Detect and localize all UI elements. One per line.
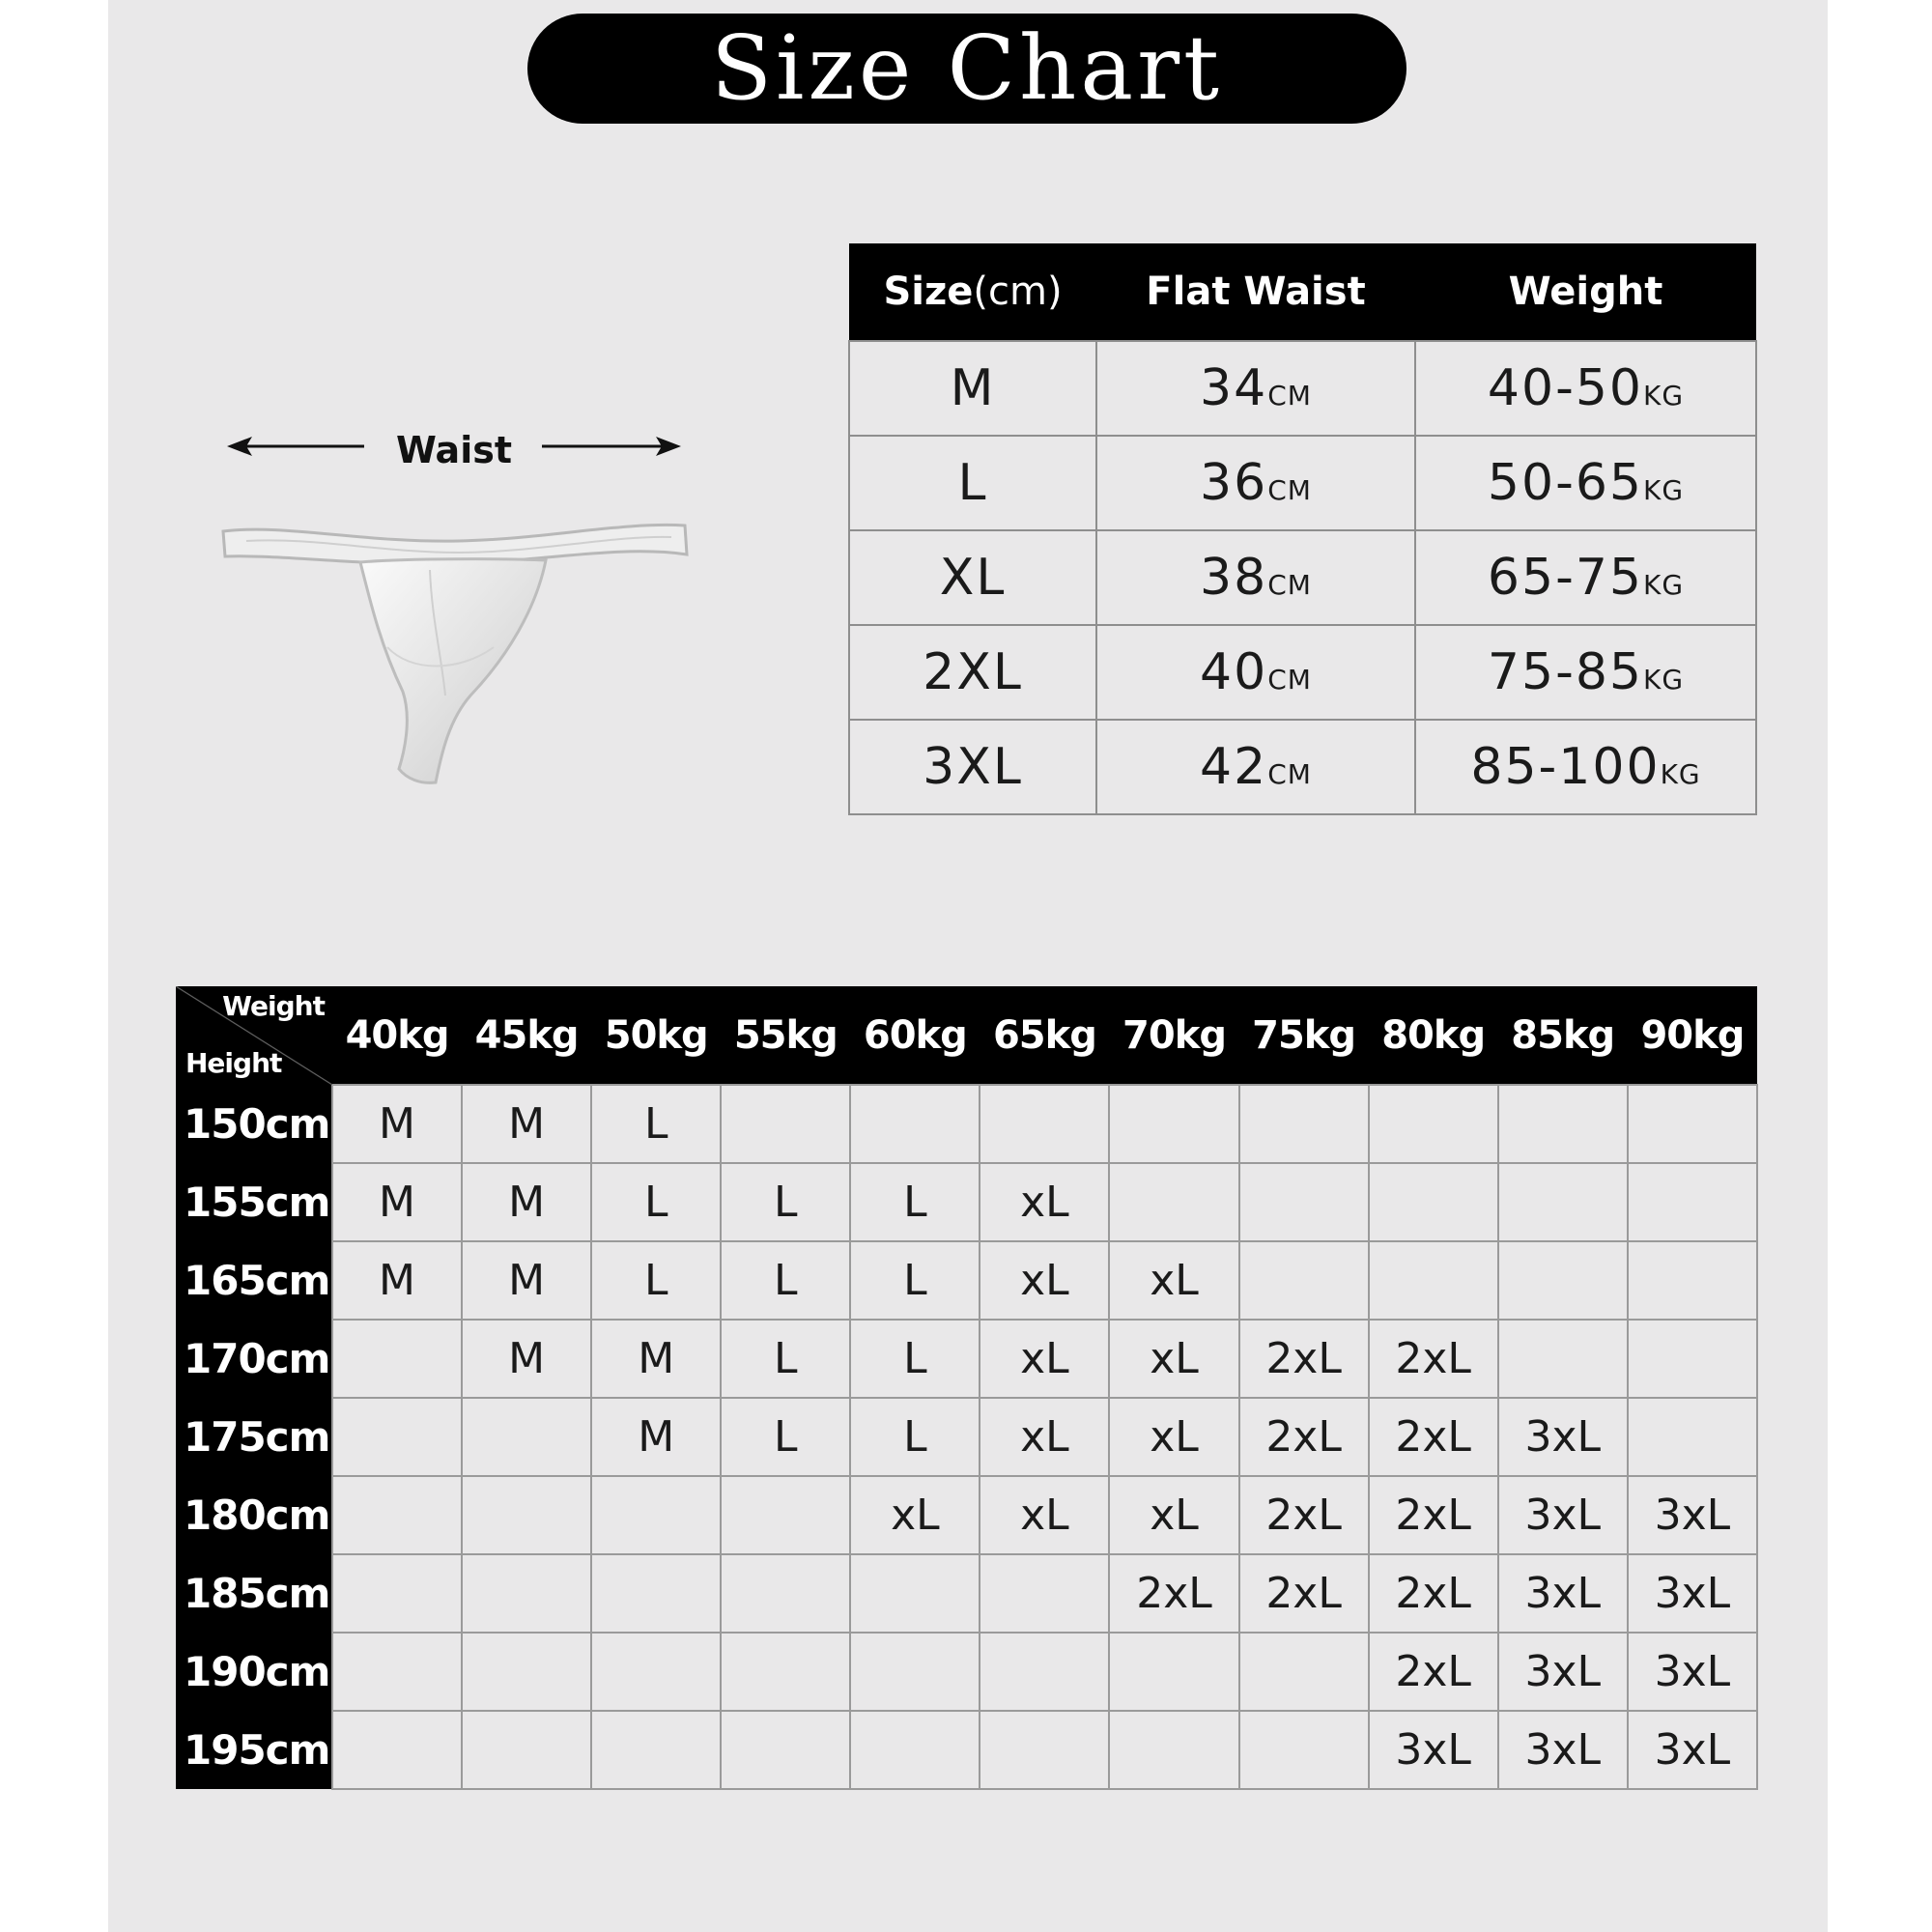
size-recommendation-cell <box>332 1476 462 1554</box>
waist-cell-value: 38 <box>1200 549 1268 607</box>
size-recommendation-cell: 2xL <box>1369 1633 1498 1711</box>
size-recommendation-cell <box>332 1398 462 1476</box>
height-row-header: 185cm <box>176 1554 332 1633</box>
size-cell-value: XL <box>939 549 1007 607</box>
size-recommendation-cell <box>721 1633 850 1711</box>
corner-height-label: Height <box>185 1047 282 1079</box>
size-recommendation-cell <box>332 1633 462 1711</box>
weight-column-header: 85kg <box>1498 986 1628 1085</box>
waist-cell-value: 36 <box>1200 454 1268 512</box>
size-recommendation-cell <box>332 1554 462 1633</box>
size-recommendation-cell <box>1109 1163 1238 1241</box>
page-title: Size Chart <box>710 16 1224 120</box>
weight-cell <box>1415 530 1756 625</box>
size-recommendation-cell: 2xL <box>1109 1554 1238 1633</box>
unit-label: CM <box>1267 758 1312 790</box>
weight-column-header: 70kg <box>1109 986 1238 1085</box>
height-row <box>176 1554 1757 1633</box>
weight-column-header: 40kg <box>332 986 462 1085</box>
height-row-header: 155cm <box>176 1163 332 1241</box>
size-recommendation-cell: M <box>591 1398 721 1476</box>
size-recommendation-cell <box>1109 1711 1238 1789</box>
size-cell <box>849 436 1096 530</box>
size-recommendation-cell <box>1109 1085 1238 1163</box>
size-recommendation-cell <box>462 1633 591 1711</box>
size-recommendation-cell <box>462 1554 591 1633</box>
size-recommendation-cell <box>1628 1085 1757 1163</box>
size-recommendation-cell: 3xL <box>1628 1633 1757 1711</box>
size-table-header <box>849 243 1756 341</box>
size-cell-value: 3XL <box>923 738 1023 796</box>
unit-label: KG <box>1643 664 1685 696</box>
corner-weight-label: Weight <box>222 990 325 1022</box>
size-recommendation-cell: M <box>591 1320 721 1398</box>
height-row-header: 175cm <box>176 1398 332 1476</box>
thong-icon <box>217 502 700 792</box>
height-row-header: 170cm <box>176 1320 332 1398</box>
size-cell <box>849 530 1096 625</box>
size-recommendation-cell <box>1369 1241 1498 1320</box>
size-recommendation-cell <box>1369 1085 1498 1163</box>
size-recommendation-cell: 2xL <box>1239 1398 1369 1476</box>
size-recommendation-cell: L <box>850 1163 980 1241</box>
size-recommendation-cell <box>1239 1633 1369 1711</box>
size-recommendation-cell: L <box>721 1241 850 1320</box>
unit-label: KG <box>1660 758 1701 790</box>
size-recommendation-cell <box>462 1476 591 1554</box>
size-recommendation-cell <box>1239 1241 1369 1320</box>
weight-cell-value: 40-50 <box>1487 359 1644 417</box>
size-recommendation-cell <box>721 1476 850 1554</box>
waist-cell <box>1096 720 1415 814</box>
size-row <box>849 530 1756 625</box>
unit-label: CM <box>1267 664 1312 696</box>
weight-header: Weight <box>1415 243 1756 341</box>
size-recommendation-cell: xL <box>980 1398 1109 1476</box>
size-recommendation-cell: xL <box>1109 1241 1238 1320</box>
size-recommendation-cell <box>1628 1163 1757 1241</box>
waist-cell <box>1096 625 1415 720</box>
product-image <box>217 502 700 796</box>
weight-column-header: 45kg <box>462 986 591 1085</box>
size-recommendation-cell: 2xL <box>1369 1320 1498 1398</box>
size-recommendation-cell: 3xL <box>1498 1476 1628 1554</box>
size-recommendation-cell <box>980 1085 1109 1163</box>
size-recommendation-cell <box>1498 1241 1628 1320</box>
size-row <box>849 436 1756 530</box>
size-recommendation-cell <box>1239 1163 1369 1241</box>
size-cell <box>849 720 1096 814</box>
size-recommendation-cell: L <box>591 1241 721 1320</box>
weight-cell-value: 65-75 <box>1487 549 1644 607</box>
size-recommendation-cell <box>591 1554 721 1633</box>
size-recommendation-cell <box>1498 1320 1628 1398</box>
size-recommendation-cell: L <box>721 1320 850 1398</box>
size-recommendation-cell: xL <box>1109 1476 1238 1554</box>
size-recommendation-cell: M <box>332 1163 462 1241</box>
size-recommendation-cell <box>980 1711 1109 1789</box>
size-recommendation-cell <box>1498 1163 1628 1241</box>
matrix-header-row <box>176 986 1757 1085</box>
size-recommendation-cell <box>721 1554 850 1633</box>
height-row-header: 150cm <box>176 1085 332 1163</box>
weight-cell-value: 50-65 <box>1487 454 1644 512</box>
size-recommendation-cell: xL <box>980 1241 1109 1320</box>
waist-cell-value: 40 <box>1200 643 1268 701</box>
size-recommendation-cell: xL <box>980 1476 1109 1554</box>
height-row-header: 180cm <box>176 1476 332 1554</box>
waist-cell-value: 34 <box>1200 359 1268 417</box>
waist-cell <box>1096 530 1415 625</box>
size-recommendation-cell: M <box>462 1085 591 1163</box>
size-cell <box>849 625 1096 720</box>
weight-cell-value: 75-85 <box>1487 643 1644 701</box>
size-recommendation-cell <box>850 1711 980 1789</box>
size-recommendation-cell: xL <box>980 1163 1109 1241</box>
size-recommendation-cell: 2xL <box>1239 1554 1369 1633</box>
size-recommendation-cell: 2xL <box>1239 1476 1369 1554</box>
weight-cell <box>1415 341 1756 436</box>
size-recommendation-cell: 2xL <box>1369 1554 1498 1633</box>
size-recommendation-cell: 3xL <box>1498 1554 1628 1633</box>
size-recommendation-cell <box>1239 1085 1369 1163</box>
size-recommendation-cell: L <box>591 1085 721 1163</box>
height-row <box>176 1398 1757 1476</box>
size-recommendation-cell <box>591 1476 721 1554</box>
flat-waist-header: Flat Waist <box>1096 243 1415 341</box>
size-recommendation-cell: xL <box>850 1476 980 1554</box>
height-row <box>176 1711 1757 1789</box>
size-table <box>848 243 1757 815</box>
size-recommendation-cell: 3xL <box>1628 1476 1757 1554</box>
height-row <box>176 1241 1757 1320</box>
size-recommendation-cell <box>1369 1163 1498 1241</box>
size-recommendation-cell <box>980 1554 1109 1633</box>
size-recommendation-cell <box>980 1633 1109 1711</box>
size-row <box>849 720 1756 814</box>
size-recommendation-cell <box>1628 1320 1757 1398</box>
waist-cell-value: 42 <box>1200 738 1268 796</box>
waist-cell <box>1096 436 1415 530</box>
size-cell-value: L <box>957 454 988 512</box>
size-recommendation-cell <box>1628 1398 1757 1476</box>
size-recommendation-cell: L <box>850 1320 980 1398</box>
size-recommendation-cell <box>850 1554 980 1633</box>
size-recommendation-cell: xL <box>1109 1320 1238 1398</box>
size-recommendation-cell <box>591 1711 721 1789</box>
height-row <box>176 1163 1757 1241</box>
waist-label: Waist <box>395 429 512 471</box>
size-recommendation-cell <box>850 1633 980 1711</box>
size-header: Size(cm) <box>849 243 1096 341</box>
title-banner <box>527 14 1406 124</box>
size-recommendation-cell <box>462 1398 591 1476</box>
size-recommendation-cell <box>332 1320 462 1398</box>
size-recommendation-cell <box>1628 1241 1757 1320</box>
size-recommendation-cell: M <box>462 1320 591 1398</box>
unit-label: CM <box>1267 474 1312 506</box>
height-row-header: 195cm <box>176 1711 332 1789</box>
weight-column-header: 90kg <box>1628 986 1757 1085</box>
height-row <box>176 1320 1757 1398</box>
height-row <box>176 1633 1757 1711</box>
size-recommendation-cell: M <box>462 1241 591 1320</box>
size-recommendation-cell: 3xL <box>1628 1554 1757 1633</box>
size-recommendation-cell: L <box>721 1163 850 1241</box>
height-row-header: 165cm <box>176 1241 332 1320</box>
size-recommendation-cell <box>721 1711 850 1789</box>
weight-column-header: 50kg <box>591 986 721 1085</box>
height-row-header: 190cm <box>176 1633 332 1711</box>
size-recommendation-cell <box>332 1711 462 1789</box>
size-recommendation-cell <box>721 1085 850 1163</box>
size-recommendation-cell: M <box>332 1085 462 1163</box>
waist-cell <box>1096 341 1415 436</box>
unit-label: CM <box>1267 569 1312 601</box>
size-recommendation-cell <box>1498 1085 1628 1163</box>
size-recommendation-cell: 3xL <box>1628 1711 1757 1789</box>
size-recommendation-cell <box>1109 1633 1238 1711</box>
weight-column-header: 80kg <box>1369 986 1498 1085</box>
size-recommendation-cell: L <box>850 1398 980 1476</box>
size-recommendation-cell: 3xL <box>1369 1711 1498 1789</box>
weight-cell-value: 85-100 <box>1470 738 1661 796</box>
size-recommendation-cell: 2xL <box>1369 1398 1498 1476</box>
size-recommendation-matrix <box>176 986 1758 1790</box>
size-cell <box>849 341 1096 436</box>
unit-label: CM <box>1267 380 1312 412</box>
size-recommendation-cell: L <box>721 1398 850 1476</box>
size-recommendation-cell: 3xL <box>1498 1398 1628 1476</box>
size-row <box>849 625 1756 720</box>
weight-column-header: 55kg <box>721 986 850 1085</box>
unit-label: KG <box>1643 380 1685 412</box>
size-recommendation-cell <box>850 1085 980 1163</box>
size-recommendation-cell: 2xL <box>1239 1320 1369 1398</box>
weight-column-header: 75kg <box>1239 986 1369 1085</box>
size-recommendation-cell: M <box>332 1241 462 1320</box>
size-recommendation-cell: xL <box>1109 1398 1238 1476</box>
size-recommendation-cell <box>462 1711 591 1789</box>
size-recommendation-cell: xL <box>980 1320 1109 1398</box>
weight-column-header: 60kg <box>850 986 980 1085</box>
waist-measurement <box>217 415 691 493</box>
size-cell-value: M <box>950 359 996 417</box>
matrix-corner-cell <box>176 986 332 1085</box>
size-recommendation-cell: 3xL <box>1498 1633 1628 1711</box>
size-recommendation-cell <box>1239 1711 1369 1789</box>
size-recommendation-cell: L <box>591 1163 721 1241</box>
height-row <box>176 1085 1757 1163</box>
weight-column-header: 65kg <box>980 986 1109 1085</box>
size-recommendation-cell: 2xL <box>1369 1476 1498 1554</box>
weight-cell <box>1415 625 1756 720</box>
weight-cell <box>1415 720 1756 814</box>
size-cell-value: 2XL <box>923 643 1023 701</box>
size-recommendation-cell: L <box>850 1241 980 1320</box>
size-recommendation-cell: M <box>462 1163 591 1241</box>
size-recommendation-cell: 3xL <box>1498 1711 1628 1789</box>
unit-label: KG <box>1643 569 1685 601</box>
size-row <box>849 341 1756 436</box>
height-row <box>176 1476 1757 1554</box>
size-recommendation-cell <box>591 1633 721 1711</box>
unit-label: KG <box>1643 474 1685 506</box>
weight-cell <box>1415 436 1756 530</box>
